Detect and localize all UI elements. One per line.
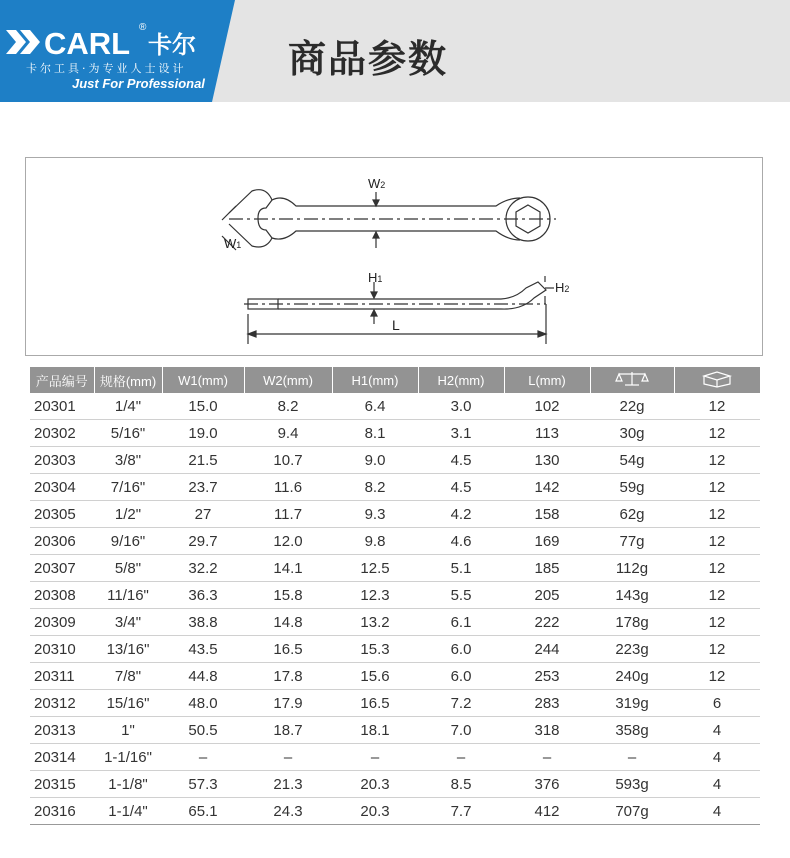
cell-code: 20312 <box>30 690 94 717</box>
cell-h1: 20.3 <box>332 798 418 825</box>
cell-length: 142 <box>504 474 590 501</box>
label-l: L <box>392 317 400 333</box>
cell-w2: 10.7 <box>244 447 332 474</box>
cell-length: 253 <box>504 663 590 690</box>
cell-weight: 240g <box>590 663 674 690</box>
wrench-top-view <box>222 190 556 250</box>
package-icon <box>700 370 734 388</box>
table-row <box>30 717 760 744</box>
table-row <box>30 771 760 798</box>
table-row <box>30 636 760 663</box>
cell-size: 1" <box>94 717 162 744</box>
cell-size: 5/16" <box>94 420 162 447</box>
cell-w1: 23.7 <box>162 474 244 501</box>
cell-h2: 7.0 <box>418 717 504 744</box>
cell-w1: 48.0 <box>162 690 244 717</box>
cell-w2: – <box>244 744 332 771</box>
cell-code: 20316 <box>30 798 94 825</box>
cell-quantity: 12 <box>674 528 760 555</box>
cell-quantity: 4 <box>674 798 760 825</box>
cell-quantity: 12 <box>674 420 760 447</box>
cell-size: 5/8" <box>94 555 162 582</box>
cell-h1: 15.6 <box>332 663 418 690</box>
page-title: 商品参数 <box>288 37 449 81</box>
cell-length: 318 <box>504 717 590 744</box>
cell-quantity: 12 <box>674 501 760 528</box>
table-row <box>30 582 760 609</box>
brand-name-cn: 卡尔 <box>148 31 196 59</box>
table-row <box>30 744 760 771</box>
cell-length: 222 <box>504 609 590 636</box>
cell-code: 20304 <box>30 474 94 501</box>
cell-size: 3/4" <box>94 609 162 636</box>
cell-w1: 38.8 <box>162 609 244 636</box>
wrench-dimension-diagram <box>25 157 763 356</box>
cell-h1: 9.0 <box>332 447 418 474</box>
cell-h2: 4.6 <box>418 528 504 555</box>
cell-w1: 65.1 <box>162 798 244 825</box>
cell-h1: 13.2 <box>332 609 418 636</box>
table-row <box>30 609 760 636</box>
cell-w2: 12.0 <box>244 528 332 555</box>
cell-h1: 20.3 <box>332 771 418 798</box>
cell-size: 7/8" <box>94 663 162 690</box>
cell-h2: 8.5 <box>418 771 504 798</box>
cell-w2: 14.1 <box>244 555 332 582</box>
cell-weight: 30g <box>590 420 674 447</box>
table-row <box>30 528 760 555</box>
cell-length: 412 <box>504 798 590 825</box>
cell-quantity: 12 <box>674 582 760 609</box>
cell-length: 169 <box>504 528 590 555</box>
cell-weight: 358g <box>590 717 674 744</box>
table-row <box>30 447 760 474</box>
table-row <box>30 690 760 717</box>
cell-weight: 54g <box>590 447 674 474</box>
cell-weight: 178g <box>590 609 674 636</box>
header-w2: W2(mm) <box>244 367 332 393</box>
cell-weight: 593g <box>590 771 674 798</box>
cell-weight: 143g <box>590 582 674 609</box>
cell-w1: 27 <box>162 501 244 528</box>
cell-h1: 12.5 <box>332 555 418 582</box>
cell-length: 102 <box>504 393 590 420</box>
cell-weight: 62g <box>590 501 674 528</box>
cell-w1: 43.5 <box>162 636 244 663</box>
cell-h2: 7.7 <box>418 798 504 825</box>
header-size: 规格(mm) <box>94 367 162 393</box>
cell-code: 20314 <box>30 744 94 771</box>
label-w1: W1 <box>224 236 242 251</box>
cell-w1: 50.5 <box>162 717 244 744</box>
cell-weight: 223g <box>590 636 674 663</box>
cell-size: 1-1/4" <box>94 798 162 825</box>
cell-size: 1/2" <box>94 501 162 528</box>
cell-quantity: 12 <box>674 393 760 420</box>
cell-code: 20303 <box>30 447 94 474</box>
cell-h1: 8.2 <box>332 474 418 501</box>
cell-size: 13/16" <box>94 636 162 663</box>
cell-weight: 22g <box>590 393 674 420</box>
cell-h1: 6.4 <box>332 393 418 420</box>
cell-w1: 15.0 <box>162 393 244 420</box>
carl-logo <box>0 0 235 102</box>
cell-h2: 5.5 <box>418 582 504 609</box>
header-quantity <box>674 367 760 393</box>
cell-quantity: 12 <box>674 447 760 474</box>
cell-code: 20308 <box>30 582 94 609</box>
cell-size: 1-1/16" <box>94 744 162 771</box>
cell-code: 20305 <box>30 501 94 528</box>
cell-quantity: 12 <box>674 663 760 690</box>
cell-h1: 15.3 <box>332 636 418 663</box>
cell-h2: 5.1 <box>418 555 504 582</box>
cell-size: 1-1/8" <box>94 771 162 798</box>
header-l: L(mm) <box>504 367 590 393</box>
cell-h2: 3.1 <box>418 420 504 447</box>
cell-length: 185 <box>504 555 590 582</box>
cell-code: 20310 <box>30 636 94 663</box>
brand-slogan-cn: 卡尔工具·为专业人士设计 <box>26 62 187 75</box>
scale-icon <box>615 370 649 388</box>
cell-w1: 29.7 <box>162 528 244 555</box>
cell-w2: 17.9 <box>244 690 332 717</box>
cell-h2: 4.2 <box>418 501 504 528</box>
cell-length: 244 <box>504 636 590 663</box>
cell-code: 20309 <box>30 609 94 636</box>
cell-h1: 9.3 <box>332 501 418 528</box>
cell-length: 158 <box>504 501 590 528</box>
cell-w2: 21.3 <box>244 771 332 798</box>
cell-quantity: 12 <box>674 474 760 501</box>
page-header <box>0 0 790 102</box>
cell-quantity: 6 <box>674 690 760 717</box>
table-row <box>30 420 760 447</box>
cell-code: 20301 <box>30 393 94 420</box>
cell-h1: – <box>332 744 418 771</box>
cell-h2: 3.0 <box>418 393 504 420</box>
cell-w1: 36.3 <box>162 582 244 609</box>
table-row <box>30 501 760 528</box>
cell-h1: 8.1 <box>332 420 418 447</box>
cell-h1: 12.3 <box>332 582 418 609</box>
cell-quantity: 12 <box>674 609 760 636</box>
cell-w1: 21.5 <box>162 447 244 474</box>
cell-h1: 16.5 <box>332 690 418 717</box>
cell-size: 15/16" <box>94 690 162 717</box>
cell-w2: 11.6 <box>244 474 332 501</box>
brand-slogan-en: Just For Professional <box>72 76 205 91</box>
cell-h2: 6.1 <box>418 609 504 636</box>
cell-w2: 24.3 <box>244 798 332 825</box>
cell-h1: 18.1 <box>332 717 418 744</box>
cell-size: 11/16" <box>94 582 162 609</box>
cell-length: 130 <box>504 447 590 474</box>
cell-h2: 6.0 <box>418 636 504 663</box>
cell-weight: 319g <box>590 690 674 717</box>
cell-code: 20313 <box>30 717 94 744</box>
table-row <box>30 663 760 690</box>
header-w1: W1(mm) <box>162 367 244 393</box>
cell-w2: 14.8 <box>244 609 332 636</box>
cell-w2: 15.8 <box>244 582 332 609</box>
cell-weight: 707g <box>590 798 674 825</box>
spec-table <box>30 367 760 825</box>
cell-w2: 11.7 <box>244 501 332 528</box>
header-h2: H2(mm) <box>418 367 504 393</box>
wrench-drawing <box>26 158 762 355</box>
cell-quantity: 4 <box>674 744 760 771</box>
cell-code: 20307 <box>30 555 94 582</box>
cell-code: 20306 <box>30 528 94 555</box>
cell-quantity: 12 <box>674 555 760 582</box>
cell-h1: 9.8 <box>332 528 418 555</box>
table-row <box>30 393 760 420</box>
cell-w1: 32.2 <box>162 555 244 582</box>
cell-code: 20315 <box>30 771 94 798</box>
brand-name: CARL <box>44 26 131 61</box>
cell-weight: 59g <box>590 474 674 501</box>
cell-length: 376 <box>504 771 590 798</box>
label-h2: H2 <box>555 280 570 295</box>
cell-w2: 16.5 <box>244 636 332 663</box>
label-h1: H1 <box>368 270 383 285</box>
cell-length: – <box>504 744 590 771</box>
cell-w1: 57.3 <box>162 771 244 798</box>
cell-h2: 4.5 <box>418 474 504 501</box>
cell-quantity: 4 <box>674 771 760 798</box>
table-row <box>30 474 760 501</box>
cell-size: 9/16" <box>94 528 162 555</box>
cell-w1: 19.0 <box>162 420 244 447</box>
cell-w2: 8.2 <box>244 393 332 420</box>
cell-quantity: 12 <box>674 636 760 663</box>
table-row <box>30 798 760 825</box>
cell-weight: 112g <box>590 555 674 582</box>
table-header-row <box>30 367 760 393</box>
cell-length: 205 <box>504 582 590 609</box>
cell-w2: 18.7 <box>244 717 332 744</box>
cell-quantity: 4 <box>674 717 760 744</box>
cell-h2: – <box>418 744 504 771</box>
registered-mark: ® <box>139 22 147 33</box>
cell-size: 3/8" <box>94 447 162 474</box>
cell-w1: – <box>162 744 244 771</box>
label-w2: W2 <box>368 176 386 191</box>
wrench-side-view <box>244 276 554 344</box>
cell-length: 113 <box>504 420 590 447</box>
cell-h2: 4.5 <box>418 447 504 474</box>
cell-code: 20311 <box>30 663 94 690</box>
cell-w2: 17.8 <box>244 663 332 690</box>
header-code: 产品编号 <box>30 367 94 393</box>
cell-weight: – <box>590 744 674 771</box>
cell-length: 283 <box>504 690 590 717</box>
cell-h2: 6.0 <box>418 663 504 690</box>
header-h1: H1(mm) <box>332 367 418 393</box>
cell-h2: 7.2 <box>418 690 504 717</box>
cell-w1: 44.8 <box>162 663 244 690</box>
cell-weight: 77g <box>590 528 674 555</box>
cell-size: 1/4" <box>94 393 162 420</box>
header-weight <box>590 367 674 393</box>
cell-size: 7/16" <box>94 474 162 501</box>
table-row <box>30 555 760 582</box>
cell-w2: 9.4 <box>244 420 332 447</box>
cell-code: 20302 <box>30 420 94 447</box>
